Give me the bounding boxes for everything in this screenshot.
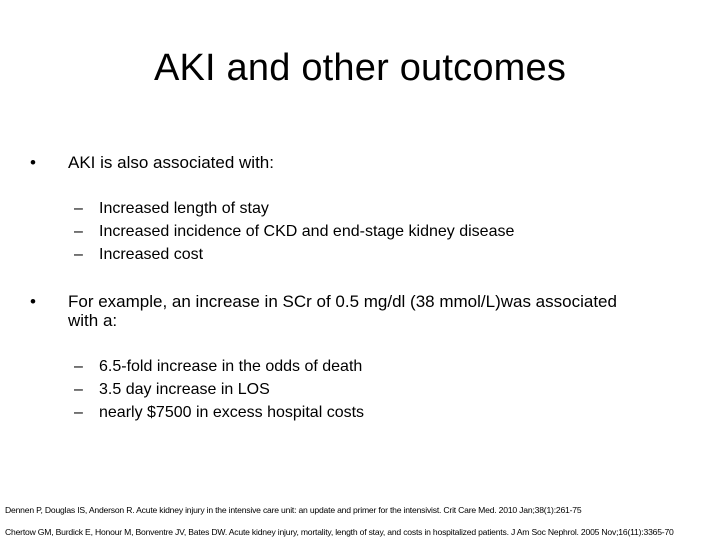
sub-item bbox=[74, 197, 694, 220]
sub-item bbox=[74, 378, 694, 401]
sub-item-text: nearly $7500 in excess hospital costs bbox=[99, 404, 365, 421]
bullet-marker: • bbox=[30, 153, 36, 172]
sub-item-text: 6.5-fold increase in the odds of death bbox=[99, 358, 363, 375]
slide-title: AKI and other outcomes bbox=[153, 47, 567, 89]
sub-item bbox=[74, 220, 694, 243]
sub-list-1 bbox=[74, 197, 694, 266]
sub-list-2 bbox=[74, 355, 694, 424]
sub-item bbox=[74, 355, 694, 378]
bullet-1 bbox=[30, 153, 690, 172]
dash-marker: – bbox=[74, 223, 83, 240]
bullet-text: AKI is also associated with: bbox=[68, 153, 274, 172]
bullet-text: For example, an increase in SCr of 0.5 mg/dl (38 mmol/L)was associated with a: bbox=[68, 292, 617, 330]
bullet-marker: • bbox=[30, 292, 36, 311]
sub-item bbox=[74, 401, 694, 424]
sub-item-text: Increased length of stay bbox=[99, 200, 269, 217]
sub-item bbox=[74, 243, 694, 266]
sub-item-text: Increased incidence of CKD and end-stage kidney disease bbox=[99, 223, 515, 240]
dash-marker: – bbox=[74, 404, 83, 421]
reference-2: Chertow GM, Burdick E, Honour M, Bonventre JV, Bates DW. Acute kidney injury, mortality, length of stay, and costs in hospitalized patients. J Am Soc Nephrol. 2005 Nov;16(11):3365-70 bbox=[5, 527, 674, 537]
sub-item-text: 3.5 day increase in LOS bbox=[99, 381, 270, 398]
references bbox=[5, 505, 715, 538]
dash-marker: – bbox=[74, 200, 83, 217]
reference-1: Dennen P, Douglas IS, Anderson R. Acute kidney injury in the intensive care unit: an update and primer for the intensivist. Crit Care Med. 2010 Jan;38(1):261-75 bbox=[5, 505, 582, 515]
dash-marker: – bbox=[74, 358, 83, 375]
dash-marker: – bbox=[74, 381, 83, 398]
sub-item-text: Increased cost bbox=[99, 246, 204, 263]
bullet-2 bbox=[30, 292, 690, 330]
dash-marker: – bbox=[74, 246, 83, 263]
